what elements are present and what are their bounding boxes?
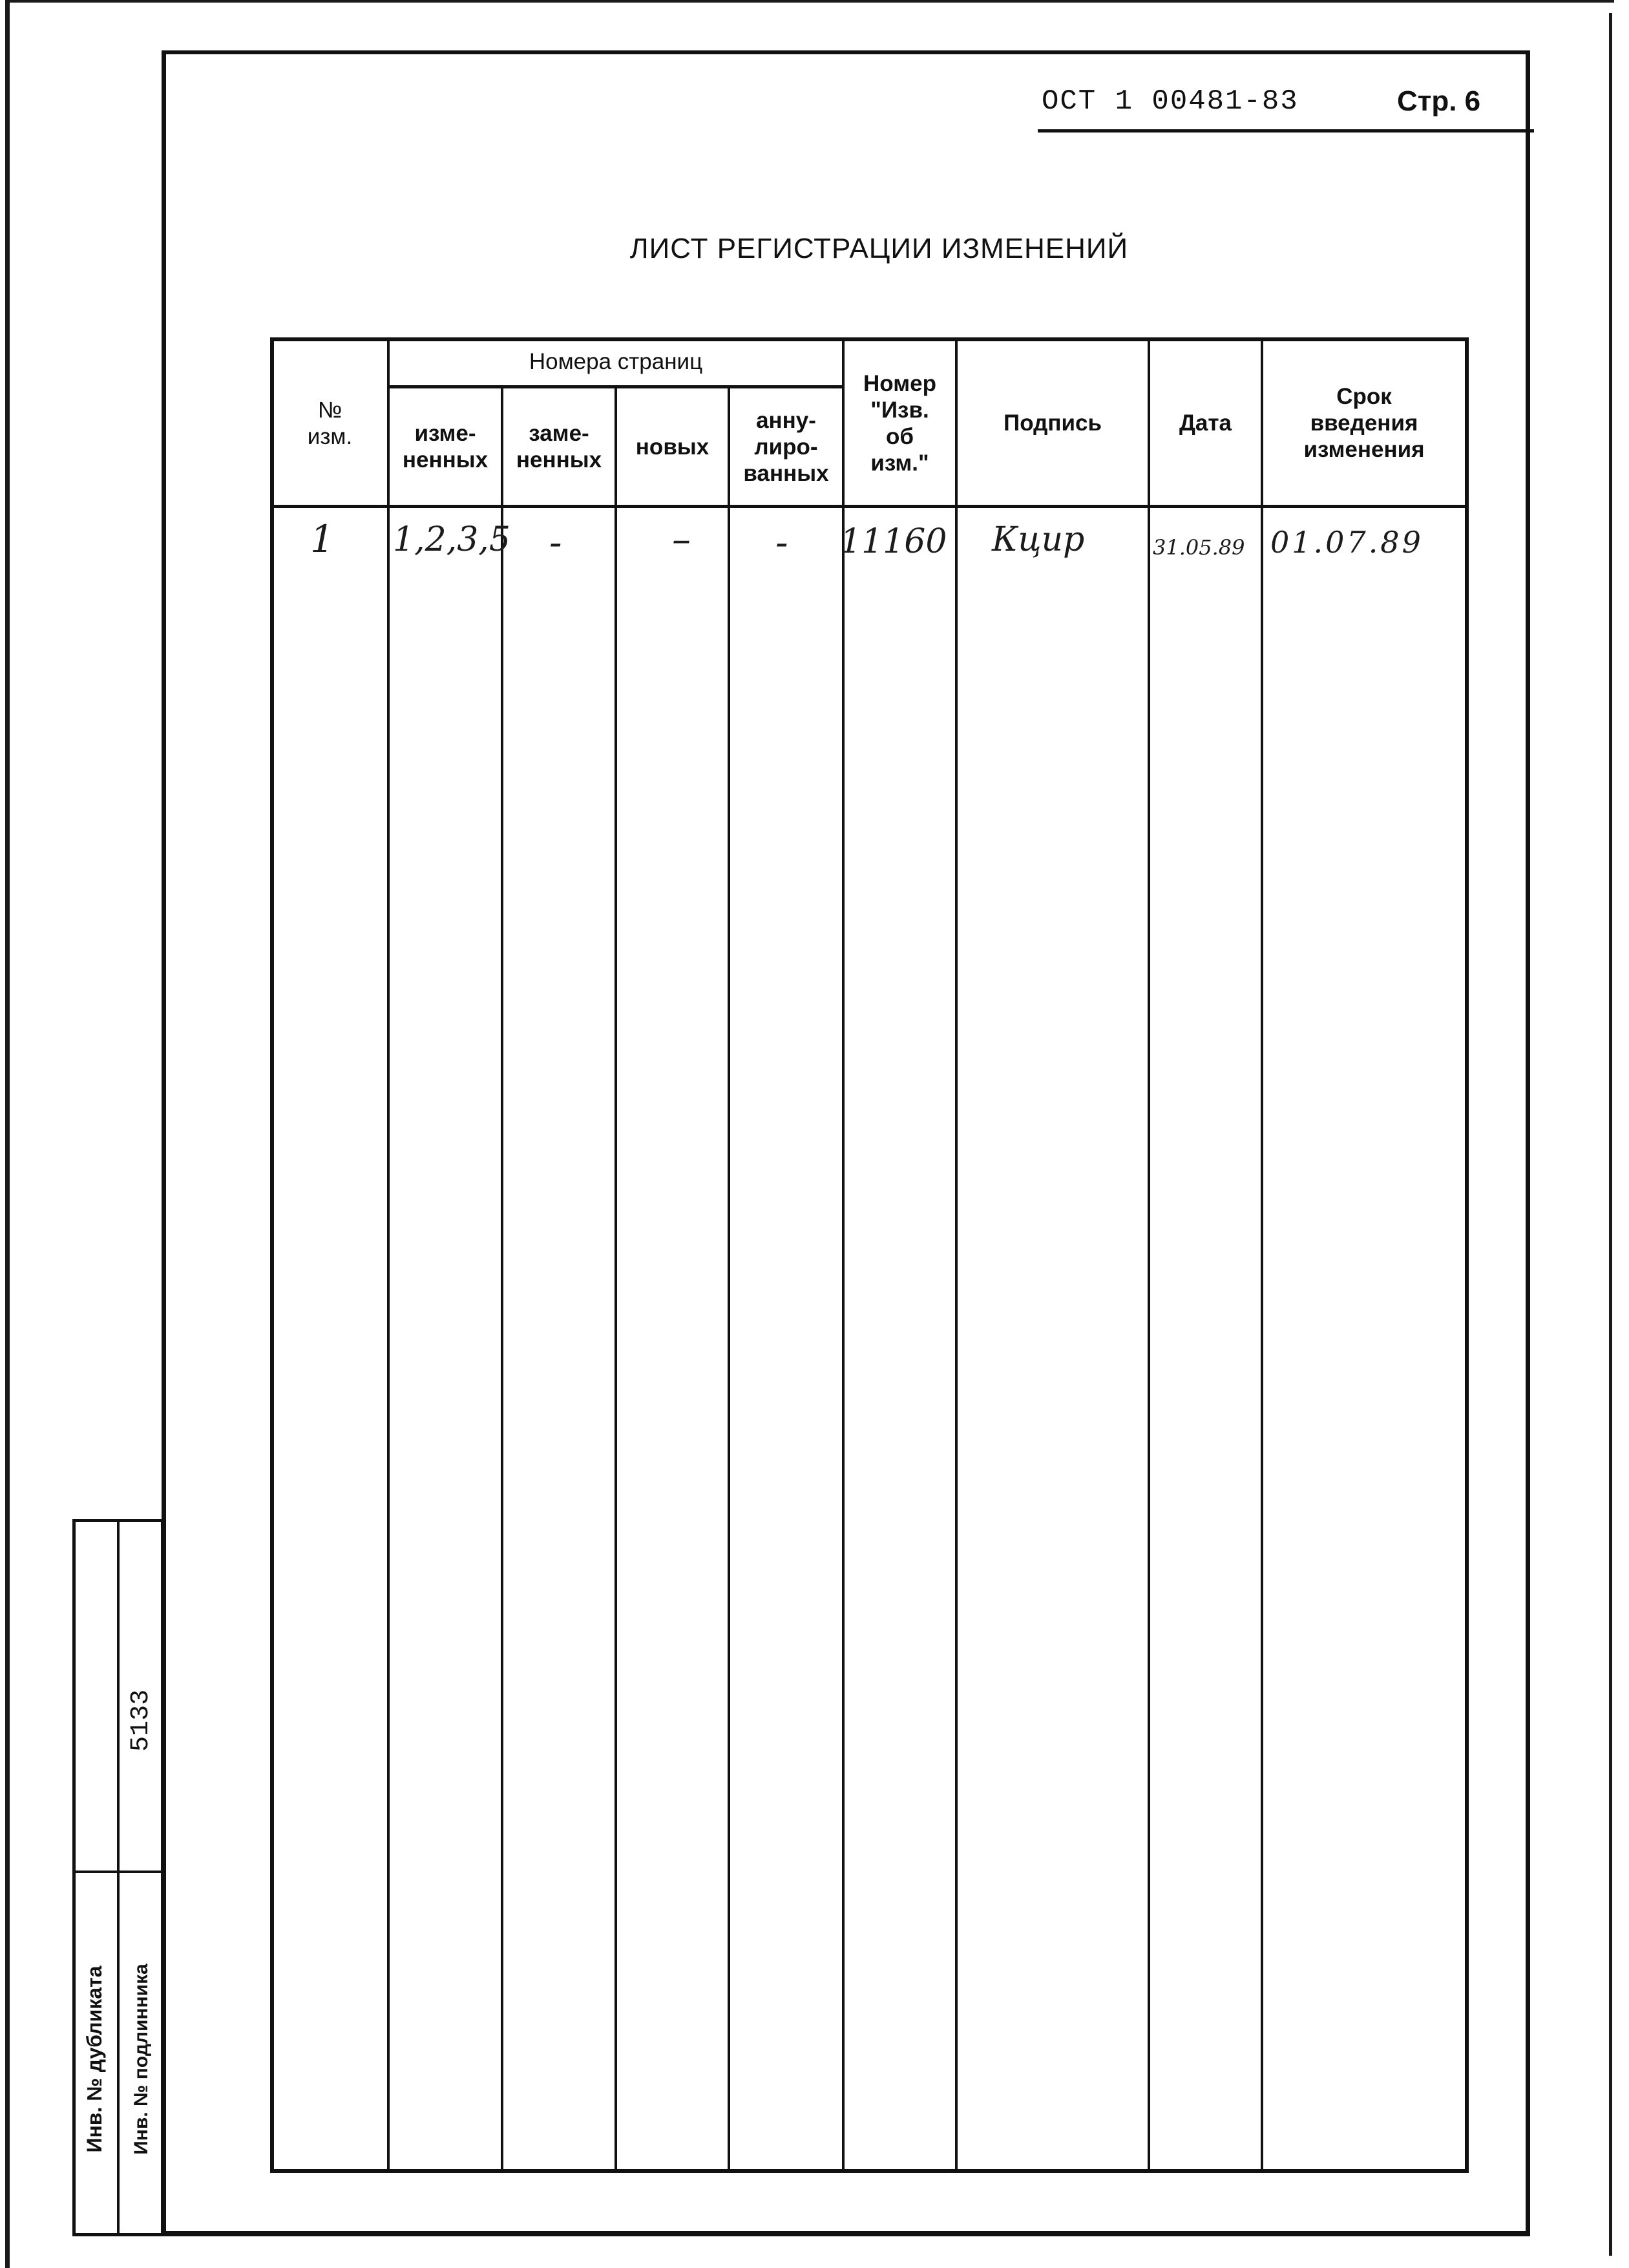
scan-edge-top (5, 0, 1614, 3)
original-inventory-label: Инв. № подлинника (131, 1964, 152, 2155)
table-cell-replaced: - (549, 520, 562, 564)
table-cell-change-no: 1 (310, 517, 334, 561)
duplicate-inventory-label: Инв. № дубликата (83, 1966, 106, 2153)
col-divider (728, 388, 730, 2173)
side-stamp-divider (117, 1519, 120, 2236)
col-new: новых (635, 434, 709, 460)
page-number: Стр. 6 (1397, 85, 1481, 117)
scan-edge-right (1609, 13, 1612, 2256)
table-cell-annulled: - (775, 520, 788, 564)
group-page-numbers: Номера страниц (529, 348, 703, 374)
col-changed: изме- ненных (402, 421, 489, 472)
table-cell-notice-no: 11160 (840, 522, 947, 561)
col-divider (501, 388, 503, 2173)
col-signature: Подпись (1004, 410, 1102, 436)
col-date: Дата (1179, 410, 1232, 436)
col-divider (615, 388, 617, 2173)
col-notice-no: Номер "Изв. об изм." (863, 370, 936, 476)
table-cell-deadline: 01.07.89 (1270, 525, 1424, 560)
col-divider (1261, 337, 1263, 2173)
page-title: ЛИСТ РЕГИСТРАЦИИ ИЗМЕНЕНИЙ (629, 233, 1129, 264)
table-cell-date: 31.05.89 (1153, 535, 1245, 560)
original-inventory-number: 5133 (127, 1690, 156, 1752)
scan-edge-left (5, 0, 10, 2268)
change-register-table (270, 337, 1469, 2173)
standard-code: ОСТ 1 00481-83 (1042, 85, 1299, 118)
header-rule (1038, 129, 1534, 132)
col-divider (387, 337, 390, 2173)
table-cell-new: – (672, 517, 691, 561)
col-replaced: заме- ненных (516, 421, 602, 472)
col-deadline: Срок введения изменения (1303, 384, 1425, 462)
col-change-no: № изм. (307, 397, 353, 449)
header-bottom-rule (270, 505, 1469, 508)
col-divider (955, 337, 958, 2173)
table-cell-signature: Кцир (992, 520, 1085, 559)
side-stamp-divider (72, 1871, 164, 1873)
col-divider (842, 337, 845, 2173)
col-annulled: анну- лиро- ванных (743, 407, 829, 486)
col-divider (1148, 337, 1150, 2173)
table-cell-changed: 1,2,3,5 (393, 520, 510, 559)
